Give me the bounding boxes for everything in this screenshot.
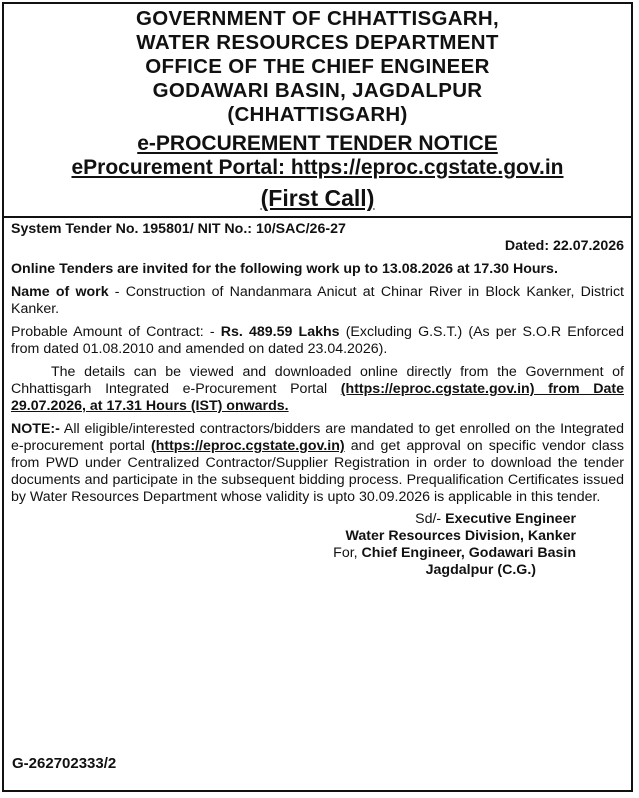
contract-amount: [11, 324, 624, 358]
work-text: - Construction of Nandanmara Anicut at Chinar River in Block Kanker, District Kanker.: [11, 284, 624, 317]
divider: [4, 216, 631, 218]
release-code: G-262702333/2: [12, 755, 117, 772]
portal-link[interactable]: (https://eproc.cgstate.gov.in): [150, 438, 345, 454]
amount-label: Probable Amount of Contract: -: [11, 324, 221, 340]
signature-block: [11, 511, 624, 579]
notice-title: e-PROCUREMENT TENDER NOTICE: [137, 132, 498, 155]
sd-prefix: Sd/-: [415, 511, 446, 527]
amount-rest: (Excluding G.S.T.) (As per S.O.R Enforced from dated 01.08.2010 and amended on dated 23.04.2026).: [11, 324, 625, 357]
tender-notice: [2, 2, 633, 792]
division: Water Resources Division, Kanker: [345, 528, 576, 544]
details-text: The details can be viewed and downloaded online directly from the Government of Chhattisgarh Integrated e-Procurement Portal: [11, 364, 624, 397]
work-label: Name of work: [11, 284, 109, 300]
note-text-1: All eligible/interested contractors/bidders are mandated to get enrolled on the Integrated e-procurement portal: [11, 421, 624, 454]
system-tender-number: System Tender No. 195801/ NIT No.: 10/SAC/26-27: [11, 221, 346, 237]
for-office: Chief Engineer, Godawari Basin: [361, 545, 576, 561]
tender-date: Dated: 22.07.2026: [504, 238, 624, 254]
signature-designation-line: [11, 511, 576, 528]
details-paragraph: [11, 364, 624, 415]
header-line-3: OFFICE OF THE CHIEF ENGINEER: [145, 55, 490, 78]
header-line-5: (CHHATTISGARH): [227, 103, 408, 126]
note-paragraph: [11, 421, 624, 506]
invitation-text: Online Tenders are invited for the following work up to 13.08.2026 at 17.30 Hours.: [11, 261, 558, 277]
designation: Executive Engineer: [445, 511, 576, 527]
note-label: NOTE:-: [11, 421, 60, 437]
portal-line: eProcurement Portal: https://eproc.cgstate.gov.in: [71, 156, 564, 179]
signature-for-line: [11, 545, 576, 562]
place: Jagdalpur (C.G.): [425, 562, 536, 578]
header-line-2: WATER RESOURCES DEPARTMENT: [136, 31, 499, 54]
header-line-1: GOVERNMENT OF CHHATTISGARH,: [135, 7, 500, 30]
call-label: (First Call): [260, 185, 375, 211]
department-header: [11, 7, 624, 127]
details-portal-date: (https://eproc.cgstate.gov.in) from Date 29.07.2026, at 17.31 Hours (IST) onwards.: [11, 381, 624, 414]
for-prefix: For,: [333, 545, 362, 561]
work-description: [11, 284, 624, 318]
amount-value: Rs. 489.59 Lakhs: [220, 324, 340, 340]
note-text-2: and get approval on specific vendor class from PWD under Centralized Contractor/Supplier Registration in order to download the tender documents and participate in the subsequent bidding process. Prequalification Certificates issued by Water Resources Department whose validity is upto 30.09.2026 is applicable in this tender.: [11, 438, 624, 505]
header-line-4: GODAWARI BASIN, JAGDALPUR: [152, 79, 483, 102]
